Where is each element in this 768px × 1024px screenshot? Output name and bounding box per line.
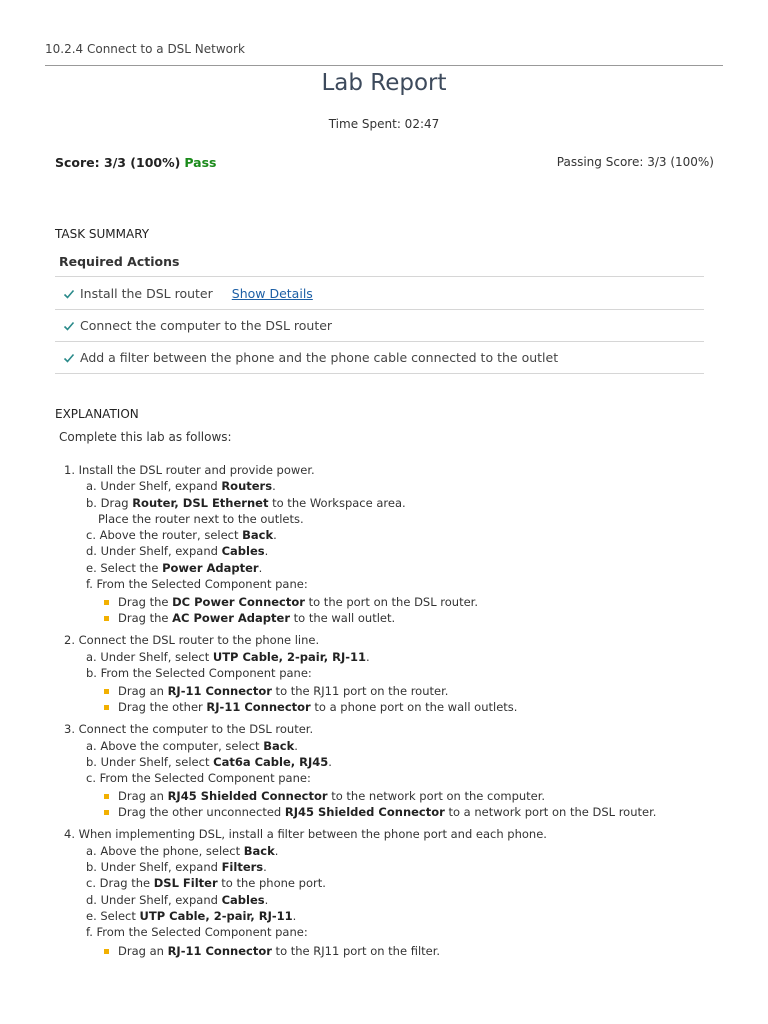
step-item: c. Above the router, select Back. [86,528,277,543]
bullet-item: Drag an RJ45 Shielded Connector to the network port on the computer. [64,788,744,804]
page-title: Lab Report [321,70,447,96]
step-4 [64,826,744,958]
step-1 [64,462,744,626]
required-action-row [55,310,704,342]
step-title: 2. Connect the DSL router to the phone line. [64,633,320,648]
step-item: a. Above the phone, select Back. [86,843,279,858]
pass-badge: Pass [184,155,217,170]
step-item: c. Drag the DSL Filter to the phone port. [86,876,326,891]
step-item: b. Under Shelf, expand Filters. [86,860,267,875]
bullet-item: Drag an RJ-11 Connector to the RJ11 port on the router. [64,683,744,699]
show-details-link[interactable]: Show Details [231,286,313,301]
bullet-item: Drag the AC Power Adapter to the wall outlet. [64,610,744,626]
score [55,155,217,170]
step-item: e. Select UTP Cable, 2-pair, RJ-11. [86,908,297,923]
step-3 [64,721,744,820]
step-item: f. From the Selected Component pane: [86,577,308,592]
task-summary-heading: TASK SUMMARY [55,227,150,241]
passing-score: Passing Score: 3/3 (100%) [556,155,714,169]
check-icon [63,320,75,332]
bullet-item: Drag an RJ-11 Connector to the RJ11 port on the filter. [64,943,744,959]
check-icon [63,288,75,300]
required-action-row [55,278,704,310]
time-spent: Time Spent: 02:47 [328,117,440,131]
step-item-continued: Place the router next to the outlets. [98,511,304,526]
step-title: 3. Connect the computer to the DSL router. [64,722,314,737]
step-item: e. Select the Power Adapter. [86,560,263,575]
step-item: a. Under Shelf, select UTP Cable, 2-pair, RJ-11. [86,649,370,664]
bullet-item: Drag the other RJ-11 Connector to a phone port on the wall outlets. [64,699,744,715]
step-item: f. From the Selected Component pane: [86,925,308,940]
check-icon [63,352,75,364]
step-item: d. Under Shelf, expand Cables. [86,544,269,559]
explanation-steps [64,462,744,965]
header-divider [45,65,723,66]
step-2 [64,632,744,715]
required-action-label: Add a filter between the phone and the phone cable connected to the outlet [80,350,559,365]
required-action-row [55,342,704,374]
step-item: d. Under Shelf, expand Cables. [86,892,269,907]
step-title: 1. Install the DSL router and provide power. [64,463,315,477]
bullet-item: Drag the DC Power Connector to the port on the DSL router. [64,594,744,610]
required-action-label: Install the DSL router [80,286,213,301]
explanation-intro: Complete this lab as follows: [59,430,232,444]
step-item: b. From the Selected Component pane: [86,665,312,680]
breadcrumb: 10.2.4 Connect to a DSL Network [45,42,245,56]
step-item: a. Above the computer, select Back. [86,738,298,753]
score-value: Score: 3/3 (100%) [55,155,181,170]
bullet-item: Drag the other unconnected RJ45 Shielded Connector to a network port on the DSL router. [64,804,744,820]
step-item: b. Drag Router, DSL Ethernet to the Workspace area. [86,495,406,510]
step-item: c. From the Selected Component pane: [86,771,311,786]
step-item: b. Under Shelf, select Cat6a Cable, RJ45. [86,754,332,769]
required-actions-header: Required Actions [55,250,704,277]
explanation-heading: EXPLANATION [55,407,139,421]
step-item: a. Under Shelf, expand Routers. [86,479,276,494]
step-title: 4. When implementing DSL, install a filter between the phone port and each phone. [64,827,547,842]
required-action-label: Connect the computer to the DSL router [80,318,333,333]
